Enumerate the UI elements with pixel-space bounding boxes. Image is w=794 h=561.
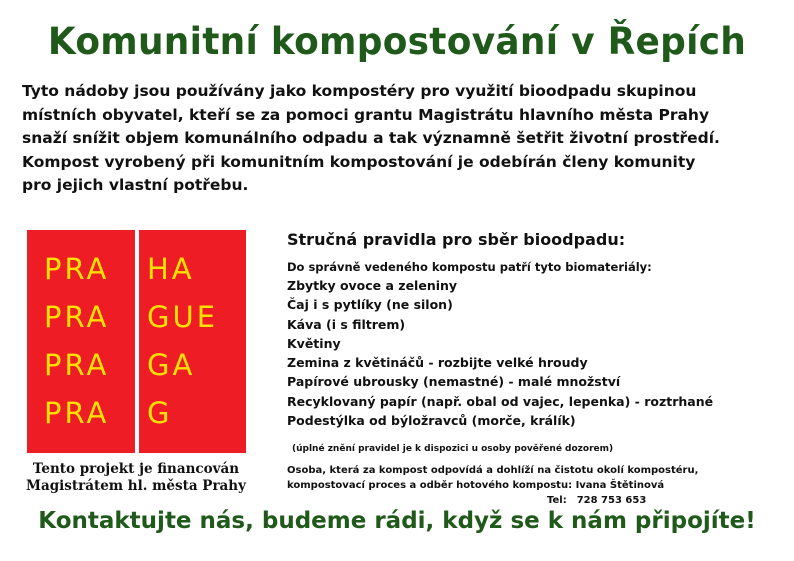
rules-intro: Do správně vedeného kompostu patří tyto biomateriály: bbox=[287, 260, 652, 274]
intro-paragraph bbox=[22, 80, 792, 198]
logo-text: PRA bbox=[44, 396, 110, 430]
rules-item: Recyklovaný papír (např. obal od vajec, lepenka) - roztrhané bbox=[287, 393, 714, 409]
logo-panel-left bbox=[27, 230, 135, 453]
rules-item: Čaj i s pytlíky (ne silon) bbox=[287, 297, 453, 313]
intro-line: Tyto nádoby jsou používány jako kompostéry pro využití bioodpadu skupinou bbox=[22, 82, 697, 100]
rules-note: (úplné znění pravidel je k dispozici u osoby pověřené dozorem) bbox=[292, 444, 614, 454]
logo-text: PRA bbox=[44, 348, 110, 382]
sponsor-note bbox=[20, 461, 252, 495]
rules-item: Zbytky ovoce a zeleniny bbox=[287, 278, 458, 293]
rules-list bbox=[287, 276, 713, 430]
logo-text: PRA bbox=[44, 252, 110, 286]
logo-panel-right bbox=[139, 230, 246, 453]
intro-line: místních obyvatel, kteří se za pomoci grantu Magistrátu hlavního města Prahy bbox=[22, 105, 710, 124]
sponsor-line: Tento projekt je financován bbox=[32, 461, 240, 477]
responsible-person bbox=[287, 463, 698, 508]
intro-line: Kompost vyrobený při komunitním kompostování je odebírán členy komunity bbox=[22, 152, 696, 171]
logo-text: PRA bbox=[44, 300, 110, 334]
logo-text: GA bbox=[147, 348, 196, 382]
rules-heading: Stručná pravidla pro sběr bioodpadu: bbox=[287, 230, 626, 249]
sponsor-line: Magistrátem hl. města Prahy bbox=[26, 478, 246, 494]
praha-logo bbox=[27, 230, 246, 453]
logo-text: HA bbox=[147, 252, 195, 286]
rules-item: Podestýlka od býložravců (morče, králík) bbox=[287, 413, 576, 429]
responsible-line: Osoba, která za kompost odpovídá a dohlíží na čistotu okolí kompostéru, bbox=[287, 465, 699, 476]
phone-number: 728 753 653 bbox=[576, 495, 647, 506]
responsible-line: kompostovací proces a odběr hotového kompostu: Ivana Štětinová bbox=[287, 480, 665, 491]
logo-text: GUE bbox=[147, 300, 219, 334]
intro-line: pro jejich vlastní potřebu. bbox=[22, 176, 249, 194]
page-title: Komunitní kompostování v Řepích bbox=[47, 20, 747, 63]
intro-line: snaží snížit objem komunálního odpadu a tak významně šetřit životní prostředí. bbox=[22, 129, 720, 147]
phone-line bbox=[287, 493, 698, 508]
rules-item: Papírové ubrousky (nemastné) - malé množství bbox=[287, 374, 621, 390]
phone-label: Tel: bbox=[547, 495, 567, 506]
rules-item: Květiny bbox=[287, 335, 341, 351]
rules-item: Káva (i s filtrem) bbox=[287, 316, 406, 332]
logo-text: G bbox=[147, 396, 173, 430]
rules-item: Zemina z květináčů - rozbijte velké hroudy bbox=[287, 355, 588, 371]
footer-call-to-action: Kontaktujte nás, budeme rádi, když se k nám připojíte! bbox=[38, 508, 756, 534]
